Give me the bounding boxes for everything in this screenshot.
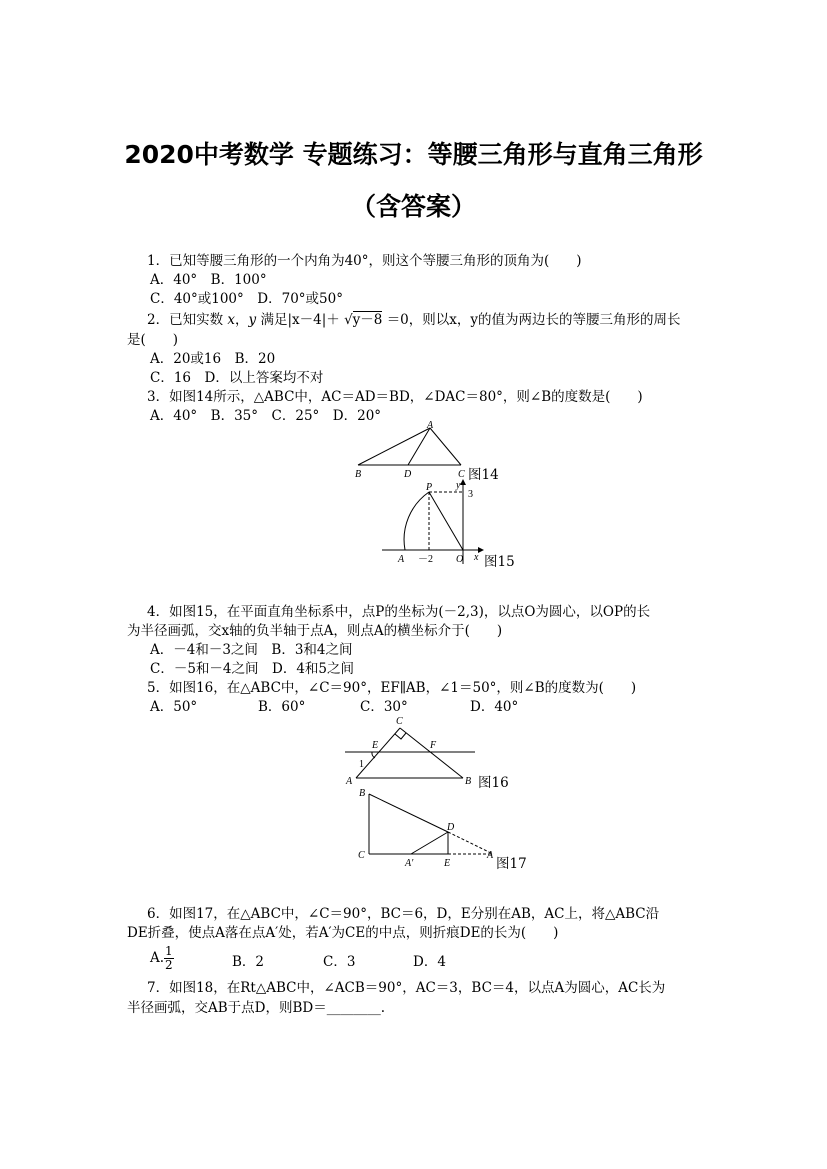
q7-stem-continued: 半径画弧，交AB于点D，则BD＝________. [127,1000,386,1016]
q5-option-b: B．60° [258,699,306,715]
fig17-label-aprime: A′ [405,858,414,869]
figure-16 [340,712,480,790]
fig14-label-a: A [427,420,434,431]
q6-option-b: B．2 [232,954,265,970]
sqrt-sign: √ [344,312,353,328]
q2-stem-continued: 是( ) [127,332,179,348]
q2-stem-suffix: ＝0，则以x，y的值为两边长的等腰三角形的周长 [386,312,681,328]
sqrt-content: y－8 [352,312,383,328]
fig17-segment-bd [369,794,448,832]
fig14-label-d: D [404,469,412,480]
fig15-segment-op [429,492,463,550]
fraction-denominator: 2 [165,958,173,972]
fig14-label-c: C [458,469,465,480]
q3-stem: 3．如图14所示，△ABC中，AC＝AD＝BD，∠DAC＝80°，则∠B的度数是( ) [147,389,643,405]
q2-stem-mid: 满足|x－4|＋ [260,312,340,328]
fig15-label-p: P [426,482,433,493]
fig16-right-angle-mark [395,733,406,739]
fig17-label-b: B [359,788,366,799]
fig15-axis-x: x [474,552,479,563]
figure-16-caption: 图16 [478,775,509,791]
fig15-tick-3: 3 [468,489,473,500]
fig14-label-b: B [355,469,362,480]
document-title: 2020中考数学 专题练习：等腰三角形与直角三角形 [124,140,703,169]
q5-option-d: D．40° [470,699,519,715]
fig15-y-arrow [460,479,466,485]
q2-options-cd: C．16 D．以上答案均不对 [150,370,324,386]
q2-stem-prefix: 2．已知实数 [147,312,224,328]
q4-stem-continued: 为半径画弧，交x轴的负半轴于点A，则点A的横坐标介于( ) [127,623,503,639]
q2-stem: 2．已知实数 x，y 满足|x－4|＋ √y－8 ＝0，则以x，y的值为两边长的等腰三角形的周长 [147,312,681,328]
fig15-tick-neg2: －2 [418,554,433,565]
fig17-label-a: A [487,850,494,861]
figure-17 [355,786,505,869]
q4-options-cd: C．－5和－4之间 D．4和5之间 [150,661,355,677]
fig15-axis-y: y [456,480,461,491]
fraction-numerator: 1 [165,944,173,958]
q7-stem: 7．如图18，在Rt△ABC中，∠ACB＝90°，AC＝3，BC＝4，以点A为圆心，AC长为 [147,980,666,996]
fig17-label-e: E [444,858,451,869]
q1-options-ab: A．40° B．100° [150,272,267,288]
q4-options-ab: A．－4和－3之间 B．3和4之间 [150,642,353,658]
fig15-label-o: O [456,554,464,565]
fig16-label-c: C [396,716,403,727]
q6-stem: 6．如图17，在△ABC中，∠C＝90°，BC＝6，D，E分别在AB，AC上，将△ABC沿 [147,906,660,922]
q5-option-a: A．50° [150,699,198,715]
fig16-segment-bc [400,728,463,778]
q6-option-c: C．3 [323,954,356,970]
document-subtitle: （含答案） [350,192,476,221]
fig17-label-d: D [447,822,455,833]
q1-stem: 1．已知等腰三角形的一个内角为40°，则这个等腰三角形的顶角为( ) [147,253,582,269]
q2-options-ab: A．20或16 B．20 [150,351,276,367]
fig17-label-c: C [358,850,365,861]
figure-15 [378,478,488,568]
q6-option-a-fraction [164,945,174,972]
fig16-label-b: B [465,776,472,787]
q6-stem-continued: DE折叠，使点A落在点A′处，若A′为CE的中点，则折痕DE的长为( ) [127,925,559,941]
q5-option-c: C．30° [360,699,408,715]
q5-stem: 5．如图16，在△ABC中，∠C＝90°，EF∥AB，∠1＝50°，则∠B的度数为( ) [147,680,637,696]
q4-stem: 4．如图15，在平面直角坐标系中，点P的坐标为(－2,3)，以点O为圆心，以OP的长 [147,604,651,620]
fig16-segment-ac [356,728,400,778]
q3-options: A．40° B．35° C．25° D．20° [150,408,382,424]
fig15-arc [404,492,429,550]
q6-option-a-prefix: A. [150,950,165,966]
fig16-angle-label: 1 [359,759,364,770]
fig15-label-a: A [398,554,405,565]
figure-15-caption: 图15 [484,554,515,570]
q6-option-d: D．4 [413,954,446,970]
figure-17-caption: 图17 [496,856,527,872]
q1-options-cd: C．40°或100° D．70°或50° [150,291,343,307]
fig16-label-e: E [372,740,379,751]
fig17-segment-d-aprime [411,832,448,854]
q6-option-a [150,944,174,972]
fig14-segment-ac [430,428,461,465]
fig16-label-a: A [346,776,353,787]
fig16-label-f: F [430,740,437,751]
figure-14-caption: 图14 [468,467,499,483]
